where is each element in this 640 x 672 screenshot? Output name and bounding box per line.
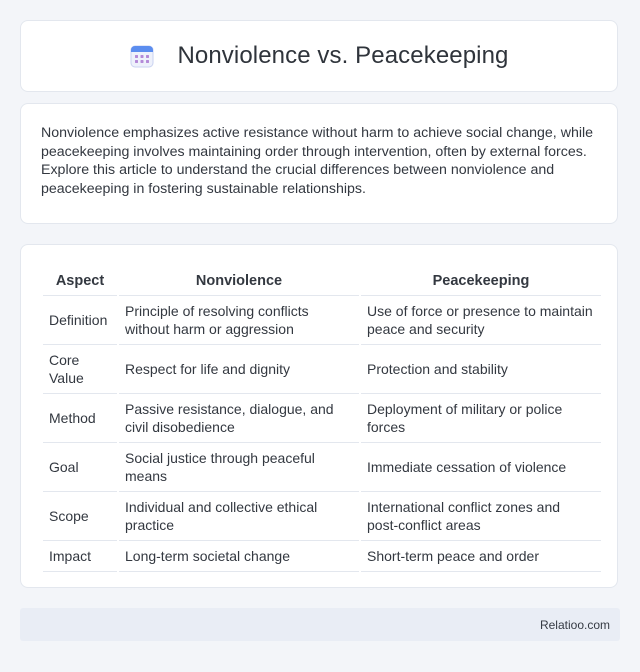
row-aspect: Goal xyxy=(43,443,117,492)
intro-text: Nonviolence emphasizes active resistance without harm to achieve social change, while peacekeeping involves maintaining order through intervention, often by external forces. Explore this article to understand the crucial differences between nonviolence and peacekeeping in fostering sustainable relationships. xyxy=(41,125,594,197)
row-peacekeeping: Immediate cessation of violence xyxy=(361,443,601,492)
intro-card xyxy=(20,103,618,224)
footer xyxy=(20,608,620,641)
row-aspect: Method xyxy=(43,394,117,443)
comparison-card xyxy=(20,244,618,588)
page-title: Nonviolence vs. Peacekeeping xyxy=(177,42,509,69)
table-row xyxy=(43,443,601,492)
header-aspect: Aspect xyxy=(43,261,117,296)
row-peacekeeping: Deployment of military or police forces xyxy=(361,394,601,443)
row-aspect: Definition xyxy=(43,296,117,345)
row-peacekeeping: Protection and stability xyxy=(361,345,601,394)
row-nonviolence: Individual and collective ethical practice xyxy=(119,492,359,541)
row-nonviolence: Passive resistance, dialogue, and civil disobedience xyxy=(119,394,359,443)
title-wrap xyxy=(129,42,508,70)
header-nonviolence: Nonviolence xyxy=(119,261,359,296)
row-peacekeeping: International conflict zones and post-conflict areas xyxy=(361,492,601,541)
row-peacekeeping: Use of force or presence to maintain peace and security xyxy=(361,296,601,345)
table-row xyxy=(43,296,601,345)
row-nonviolence: Long-term societal change xyxy=(119,541,359,572)
table-row xyxy=(43,394,601,443)
row-nonviolence: Social justice through peaceful means xyxy=(119,443,359,492)
row-aspect: Impact xyxy=(43,541,117,572)
row-peacekeeping: Short-term peace and order xyxy=(361,541,601,572)
comparison-table xyxy=(41,261,603,572)
table-row xyxy=(43,541,601,572)
row-nonviolence: Respect for life and dignity xyxy=(119,345,359,394)
footer-brand[interactable]: Relatioo.com xyxy=(539,618,610,632)
calendar-icon xyxy=(129,43,155,69)
table-header-row xyxy=(43,261,601,296)
title-card xyxy=(20,20,618,92)
row-aspect: Scope xyxy=(43,492,117,541)
header-peacekeeping: Peacekeeping xyxy=(361,261,601,296)
row-aspect: Core Value xyxy=(43,345,117,394)
table-row xyxy=(43,492,601,541)
row-nonviolence: Principle of resolving conflicts without harm or aggression xyxy=(119,296,359,345)
table-row xyxy=(43,345,601,394)
